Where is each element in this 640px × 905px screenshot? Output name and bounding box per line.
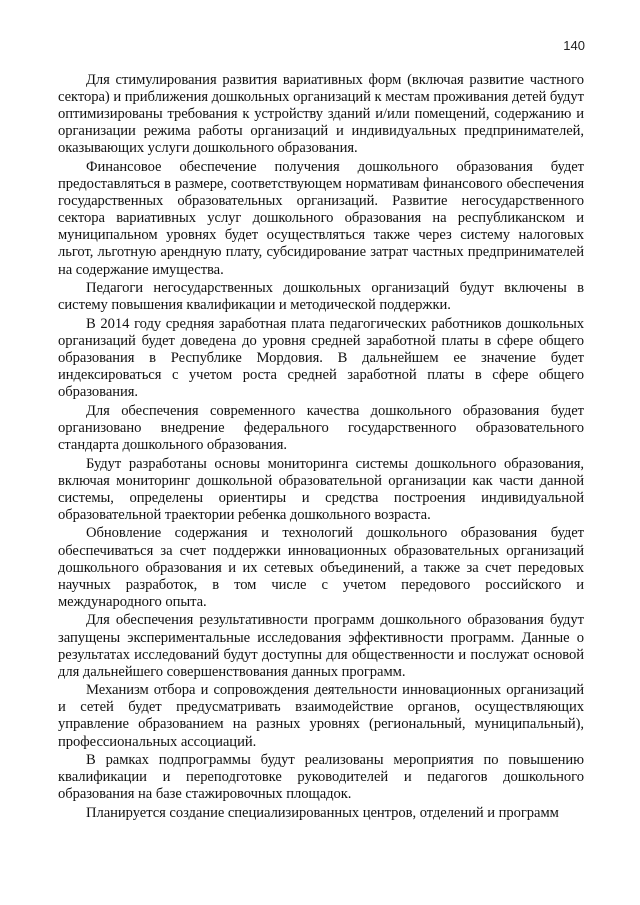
paragraph: Обновление содержания и технологий дошкольного образования будет обеспечиваться за счет поддержки инновационных образовательных организаций дошкольного образования и их сетевых объединений, а также за счет передовых научных разработок, в том числе с учетом передового российского и международного опыта. [58, 525, 584, 610]
paragraph: Планируется создание специализированных центров, отделений и программ [86, 804, 559, 821]
body-text [58, 72, 584, 822]
paragraph: Финансовое обеспечение получения дошкольного образования будет предоставляться в размере, соответствующем нормативам финансового обеспечения государственных образовательных организаций. Развитие негосударственного сектора вариативных услуг дошкольного образования на республиканском и муниципальном уровнях будет осуществляться также через систему налоговых льгот, льготную арендную плату, субсидирование затрат частных предпринимателей на содержание имущества. [58, 158, 584, 278]
paragraph: В рамках подпрограммы будут реализованы мероприятия по повышению квалификации и переподготовке руководителей и педагогов дошкольного образования на базе стажировочных площадок. [58, 752, 584, 803]
paragraph: Для стимулирования развития вариативных форм (включая развитие частного сектора) и приближения дошкольных организаций к местам проживания детей будут оптимизированы требования к устройству зданий и/или помещений, содержанию и организации режима работы организаций и индивидуальных предпринимателей, оказывающих услуги дошкольного образования. [58, 72, 584, 157]
paragraph: Для обеспечения современного качества дошкольного образования будет организовано внедрение федерального государственного образовательного стандарта дошкольного образования. [58, 402, 584, 453]
paragraph: Механизм отбора и сопровождения деятельности инновационных организаций и сетей будет предусматривать взаимодействие органов, осуществляющих управление образованием на разных уровнях (региональный, муниципальный), профессиональных ассоциаций. [58, 682, 584, 750]
paragraph: Педагоги негосударственных дошкольных организаций будут включены в систему повышения квалификации и методической поддержки. [58, 280, 584, 314]
paragraph: Будут разработаны основы мониторинга системы дошкольного образования, включая мониторинг дошкольной образовательной организации как части данной системы, определены ориентиры и средства построения индивидуальной образовательной траектории ребенка дошкольного возраста. [58, 455, 584, 523]
paragraph: Для обеспечения результативности программ дошкольного образования будут запущены экспериментальные исследования эффективности программ. Данные о результатах исследований будут доступны для общественности и послужат основой для дальнейшего совершенствования данных программ. [58, 612, 584, 680]
page-number: 140 [563, 38, 585, 53]
paragraph: В 2014 году средняя заработная плата педагогических работников дошкольных организаций будет доведена до уровня средней заработной платы в сфере общего образования в Республике Мордовия. В дальнейшем ее значение будет индексироваться с учетом роста средней заработной платы в сфере общего образования. [58, 315, 584, 401]
